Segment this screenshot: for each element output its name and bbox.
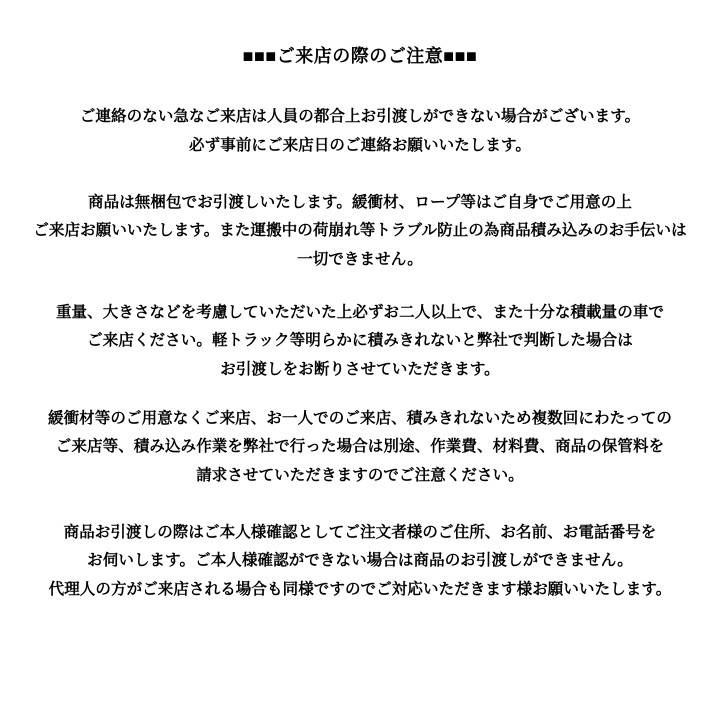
paragraph-line: ご来店等、積み込み作業を弊社で行った場合は別途、作業費、材料費、商品の保管料を bbox=[55, 438, 665, 456]
paragraph-extra-fees bbox=[18, 405, 702, 491]
page-title: ■■■ご来店の際のご注意■■■ bbox=[242, 46, 478, 66]
paragraph-line: ご来店お願いいたします。また運搬中の荷崩れ等トラブル防止の為商品積み込みのお手伝いは bbox=[33, 222, 687, 240]
paragraph-advance-notice bbox=[18, 103, 702, 160]
paragraph-line: ご来店ください。軽トラック等明らかに積みきれないと弊社で判断した場合は bbox=[87, 332, 633, 350]
paragraph-line: 請求させていただきますのでご注意ください。 bbox=[196, 466, 524, 484]
paragraph-vehicle-capacity bbox=[18, 299, 702, 385]
paragraph-line: 商品は無梱包でお引渡しいたします。緩衝材、ロープ等はご自身でご用意の上 bbox=[88, 193, 632, 211]
paragraph-line: 緩衝材等のご用意なくご来店、お一人でのご来店、積みきれないため複数回にわたっての bbox=[47, 409, 672, 427]
paragraph-line: 一切できません。 bbox=[297, 250, 423, 268]
paragraph-line: 代理人の方がご来店される場合も同様ですのでご対応いただきます様お願いいたします。 bbox=[48, 580, 672, 598]
paragraph-line: お伺いします。ご本人様確認ができない場合は商品のお引渡しができません。 bbox=[87, 552, 633, 570]
paragraph-line: ご連絡のない急なご来店は人員の都合上お引渡しができない場合がございます。 bbox=[79, 108, 641, 126]
paragraph-line: 商品お引渡しの際はご本人様確認としてご注文者様のご住所、お名前、お電話番号を bbox=[63, 523, 657, 541]
paragraph-line: 重量、大きさなどを考慮していただいた上必ずお二人以上で、また十分な積載量の車で bbox=[55, 303, 665, 321]
paragraph-packaging bbox=[18, 189, 702, 275]
paragraph-line: 必ず事前にご来店日のご連絡お願いいたします。 bbox=[189, 136, 531, 154]
paragraph-identity-check bbox=[18, 519, 702, 605]
paragraph-line: お引渡しをお断りさせていただきます。 bbox=[220, 360, 500, 378]
